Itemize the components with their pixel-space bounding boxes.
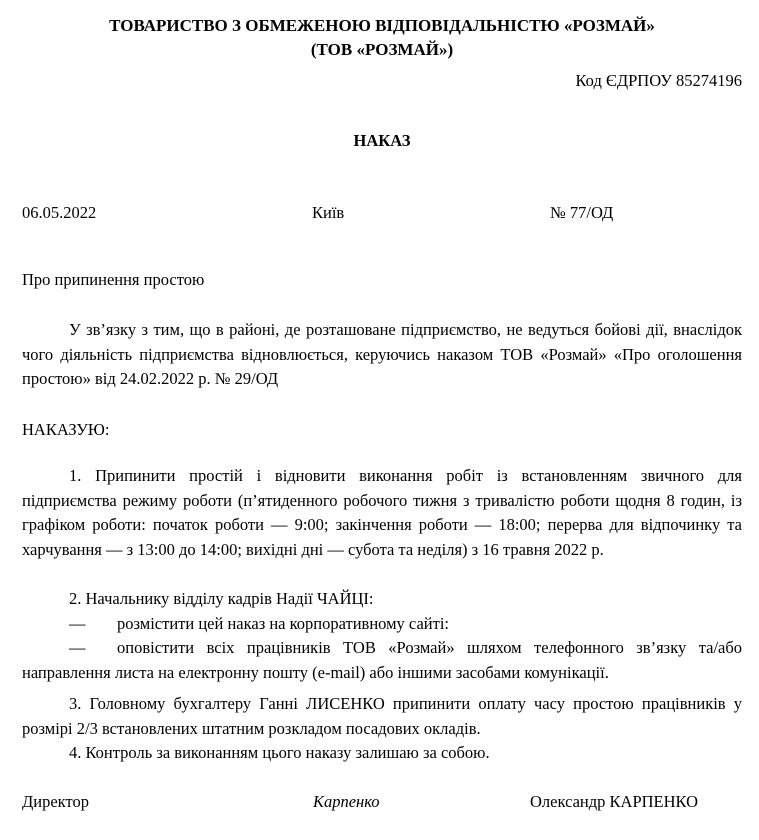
order-item-3: 3. Головному бухгалтеру Ганні ЛИСЕНКО припинити оплату часу простою працівників у розмірі 2/3 встановлених штатним розкладом посадових окладів. xyxy=(22,694,742,738)
edrpou-code: Код ЄДРПОУ 85274196 xyxy=(575,71,742,90)
organization-full-name: ТОВАРИСТВО З ОБМЕЖЕНОЮ ВІДПОВІДАЛЬНІСТЮ «РОЗМАЙ» xyxy=(109,16,655,35)
order-item-2: 2. Начальнику відділу кадрів Надії ЧАЙЦІ: xyxy=(69,589,374,608)
document-title: НАКАЗ xyxy=(353,131,411,150)
preamble-paragraph: У зв’язку з тим, що в районі, де розташоване підприємство, не ведуться бойові дії, внаслідок чого діяльність підприємства відновлюється, керуючись наказом ТОВ «Розмай» «Про оголошення простою» від 24.02.2022 р. № 29/ОД xyxy=(22,320,742,388)
document-subject: Про припинення простою xyxy=(22,270,205,289)
document-number: № 77/ОД xyxy=(550,203,614,222)
document-date: 06.05.2022 xyxy=(22,203,97,222)
order-subitem-2-2 xyxy=(22,636,742,685)
dash-marker: — xyxy=(69,638,86,657)
subitem-text: розмістити цей наказ на корпоративному сайті: xyxy=(117,614,449,633)
subitem-text: оповістити всіх працівників ТОВ «Розмай» шляхом телефонного зв’язку та/або направлення листа на електронну пошту (e-mail) або іншими засобами комунікації. xyxy=(22,638,742,682)
organization-short-name: (ТОВ «РОЗМАЙ») xyxy=(310,40,454,59)
order-item-4: 4. Контроль за виконанням цього наказу залишаю за собою. xyxy=(69,743,490,762)
handwritten-signature: Карпенко xyxy=(313,792,380,811)
signer-name: Олександр КАРПЕНКО xyxy=(530,792,699,811)
dash-marker: — xyxy=(69,614,86,633)
signature-row xyxy=(22,791,742,813)
order-word: НАКАЗУЮ: xyxy=(22,420,110,439)
document-meta-row xyxy=(22,202,742,224)
order-subitem-2-1 xyxy=(22,612,742,637)
order-item-1: 1. Припинити простій і відновити виконання робіт із встановленням звичного для підприємства режиму роботи (п’ятиденного робочого тижня з тривалістю роботи щодня 8 годин, із графіком роботи: початок роботи — 9:00; закінчення роботи — 18:00; перерва для відпочинку та харчування — з 13:00 до 14:00; вихідні дні — субота та неділя) з 16 травня 2022 р. xyxy=(22,466,742,559)
signer-position: Директор xyxy=(22,792,89,811)
document-city: Київ xyxy=(312,203,345,222)
